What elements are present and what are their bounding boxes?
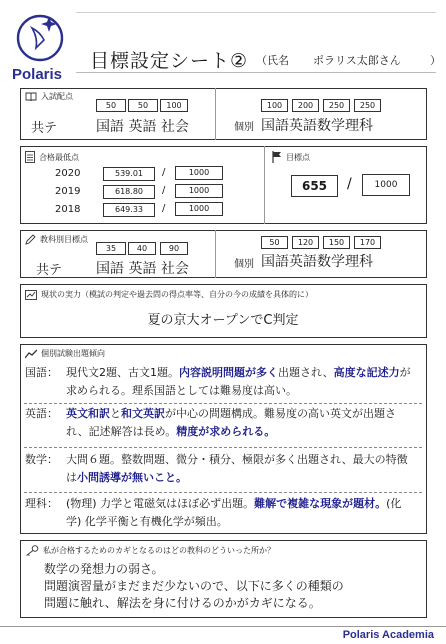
key-header: [25, 545, 275, 556]
subject-targets-divider: [215, 230, 216, 278]
target-kobetsu-rika[interactable]: 170: [354, 236, 381, 249]
target-kyotsu-subjects: 国語 英語 社会: [96, 261, 189, 277]
header-underline: [76, 72, 436, 73]
trend-body-kokugo: [66, 364, 416, 400]
score-kobetsu-eigo[interactable]: 200: [292, 99, 319, 112]
key-line-2: 問題演習量がまだまだ少ないので、以下に多くの種類の: [44, 579, 344, 593]
trend-text: (物理) 力学と電磁気はほぼ必ず出題。: [66, 497, 255, 510]
target-label: 目標点: [286, 152, 310, 162]
pass-year-2020: 2020: [55, 168, 81, 179]
trend-subject-sugaku: 数学：: [25, 453, 58, 466]
footer-brand: Polaris Academia: [342, 629, 434, 641]
trend-line-icon: [25, 349, 37, 359]
trends-header: [25, 348, 105, 359]
trend-text: 現代文2題、古文1題。: [66, 366, 179, 379]
target-score[interactable]: 655: [291, 175, 338, 197]
target-kyotsu-shakai[interactable]: 90: [160, 242, 188, 255]
pass-slash-2020: /: [162, 167, 166, 178]
chart-icon: [25, 290, 37, 300]
kyotsu-subjects: 国語 英語 社会: [96, 119, 189, 135]
pass-total-2020: 1000: [175, 166, 223, 180]
target-kyotsu-kokugo[interactable]: 35: [96, 242, 126, 255]
trend-body-rika: [66, 495, 416, 531]
score-kobetsu-kokugo[interactable]: 100: [261, 99, 288, 112]
target-kyotsu-eigo[interactable]: 40: [128, 242, 156, 255]
pass-year-2018: 2018: [55, 204, 81, 215]
trend-divider-3: [24, 492, 422, 493]
scores-header: [25, 91, 73, 102]
key-label: 私が合格するためのカギとなるのはどの教科のどういった所か？: [43, 546, 275, 555]
brand-name: Polaris: [12, 66, 63, 83]
trend-divider-2: [24, 447, 422, 448]
score-kobetsu-sugaku[interactable]: 250: [323, 99, 350, 112]
pass-slash-2018: /: [162, 203, 166, 214]
current-value: 夏の京大オープンでC判定: [147, 313, 299, 328]
target-kobetsu-label: 個別: [234, 259, 254, 270]
page-title: 目標設定シート②: [90, 50, 249, 72]
key-icon: [25, 545, 39, 556]
trend-highlight: 和文英訳: [121, 407, 165, 420]
subject-targets-header: [25, 234, 88, 245]
trend-text: と: [110, 407, 121, 420]
book-icon: [25, 92, 37, 102]
scores-label: 入試配点: [41, 92, 73, 101]
trend-text: 大問６題。整数問題、微分・積分、極限が多く出題され、最大の特徴は: [66, 453, 408, 484]
trend-body-eigo: [66, 405, 416, 441]
trend-highlight: 精度が求められる。: [176, 425, 276, 438]
trend-highlight: 英文和訳: [66, 407, 110, 420]
current-header: [25, 289, 313, 300]
trends-label: 個別試験出題傾向: [41, 349, 105, 358]
pass-label: 合格最低点: [39, 152, 79, 162]
current-label: 現状の実力（模試の判定や過去問の得点率等、自分の今の成績を具体的に）: [41, 290, 313, 299]
key-line-1: 数学の発想力の弱さ。: [44, 562, 164, 576]
target-kobetsu-kokugo[interactable]: 50: [261, 236, 288, 249]
flag-icon: [272, 151, 282, 163]
trend-highlight: 難解で複雑な現象が題材。: [254, 497, 387, 510]
score-kyotsu-eigo[interactable]: 50: [128, 99, 158, 112]
pass-slash-2019: /: [162, 185, 166, 196]
score-kyotsu-shakai[interactable]: 100: [160, 99, 188, 112]
pass-score-2020[interactable]: 539.01: [103, 167, 155, 181]
trend-subject-eigo: 英語：: [25, 407, 58, 420]
document-icon: [25, 151, 35, 163]
kobetsu-label: 個別: [234, 122, 254, 133]
pass-divider: [264, 146, 265, 224]
target-kobetsu-sugaku[interactable]: 150: [323, 236, 350, 249]
trend-highlight: 内容説明問題が多く: [179, 366, 278, 379]
trend-text: が中心の問題構成。難易度の高い英文が出題され、記述解答は長め。: [66, 407, 396, 438]
polaris-logo: [8, 8, 72, 86]
trend-subject-rika: 理科：: [25, 497, 58, 510]
footer-rule: [0, 626, 446, 627]
trend-text: (化学) 化学平衡と有機化学が頻出。: [66, 497, 402, 528]
target-kobetsu-subjects: 国語英語数学理科: [261, 254, 373, 270]
target-header: [272, 151, 310, 163]
kobetsu-subjects: 国語英語数学理科: [261, 118, 373, 134]
target-kobetsu-eigo[interactable]: 120: [292, 236, 319, 249]
pencil-icon: [25, 234, 36, 245]
trend-highlight: 小問誘導が無いこと。: [77, 471, 187, 484]
pass-total-2019: 1000: [175, 184, 223, 198]
name-close: ）: [430, 54, 441, 67]
target-slash: /: [347, 176, 352, 192]
header-top-rule: [76, 12, 436, 13]
trend-text: 出題され、: [278, 366, 334, 379]
student-name: ポラリス太郎さん: [313, 54, 401, 67]
pass-score-2019[interactable]: 618.80: [103, 185, 155, 199]
score-kobetsu-rika[interactable]: 250: [354, 99, 381, 112]
target-total: 1000: [362, 174, 410, 196]
pass-score-2018[interactable]: 649.33: [103, 203, 155, 217]
name-label: （氏名: [256, 54, 289, 67]
compass-star-icon: [8, 8, 72, 68]
trend-text: が求められる。理系国語としては難易度は高い。: [66, 366, 411, 397]
subject-targets-label: 教科別目標点: [40, 235, 88, 244]
score-kyotsu-kokugo[interactable]: 50: [96, 99, 126, 112]
scores-divider: [215, 88, 216, 140]
key-line-3: 問題に触れ、解法を身に付けるのかがカギになる。: [44, 596, 321, 610]
trend-subject-kokugo: 国語：: [25, 366, 58, 379]
pass-header: [25, 151, 79, 163]
pass-total-2018: 1000: [175, 202, 223, 216]
target-kyotsu-label: 共テ: [36, 263, 63, 278]
kyotsu-label: 共テ: [31, 121, 58, 136]
pass-year-2019: 2019: [55, 186, 81, 197]
trend-body-sugaku: [66, 451, 416, 487]
trend-highlight: 高度な記述力: [333, 366, 400, 379]
trend-divider-1: [24, 403, 422, 404]
